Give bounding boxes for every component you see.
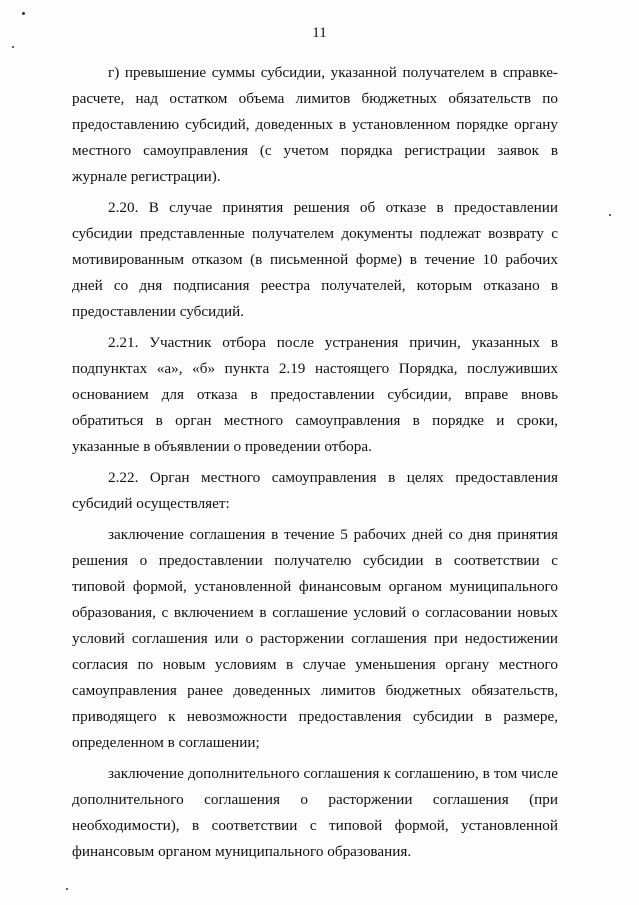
paragraph-agreement-conclusion: заключение соглашения в течение 5 рабочих дней со дня принятия решения о предоставлении получателю субсидии в соответствии с типовой формой, установленной финансовым органом муниципального образования, с включением в соглашение условий о согласовании новых условий соглашения или о расторжении соглашения при недостижении согласия по новым условиям в случае уменьшения органу местного самоуправления ранее доведенных лимитов бюджетных обязательств, приводящего к невозможности предоставления субсидии в размере, определенном в соглашении; xyxy=(72,526,558,751)
scan-speck xyxy=(12,46,14,48)
paragraph-2-21: 2.21. Участник отбора после устранения причин, указанных в подпунктах «а», «б» пункта 2.19 настоящего Порядка, послуживших основанием для отказа в предоставлении субсидии, вправе вновь обратиться в орган местного самоуправления в порядке и сроки, указанные в объявлении о проведении отбора. xyxy=(72,334,558,455)
scan-speck xyxy=(22,12,25,15)
paragraph-2-22: 2.22. Орган местного самоуправления в целях предоставления субсидий осуществляет: xyxy=(72,469,558,512)
scan-speck xyxy=(66,888,68,890)
scan-speck xyxy=(609,214,611,216)
page-number: 11 xyxy=(312,25,327,41)
document-body xyxy=(72,60,558,870)
paragraph-additional-agreement: заключение дополнительного соглашения к соглашению, в том числе дополнительного соглашения о расторжении соглашения (при необходимости), в соответствии с типовой формой, установленной финансовым органом муниципального образования. xyxy=(72,765,558,860)
paragraph-item-g: г) превышение суммы субсидии, указанной получателем в справке-расчете, над остатком объема лимитов бюджетных обязательств по предоставлению субсидий, доведенных в установленном порядке органу местного самоуправления (с учетом порядка регистрации заявок в журнале регистрации). xyxy=(72,64,558,185)
paragraph-2-20: 2.20. В случае принятия решения об отказе в предоставлении субсидии представленные получателем документы подлежат возврату с мотивированным отказом (в письменной форме) в течение 10 рабочих дней со дня подписания реестра получателей, которым отказано в предоставлении субсидий. xyxy=(72,199,558,320)
